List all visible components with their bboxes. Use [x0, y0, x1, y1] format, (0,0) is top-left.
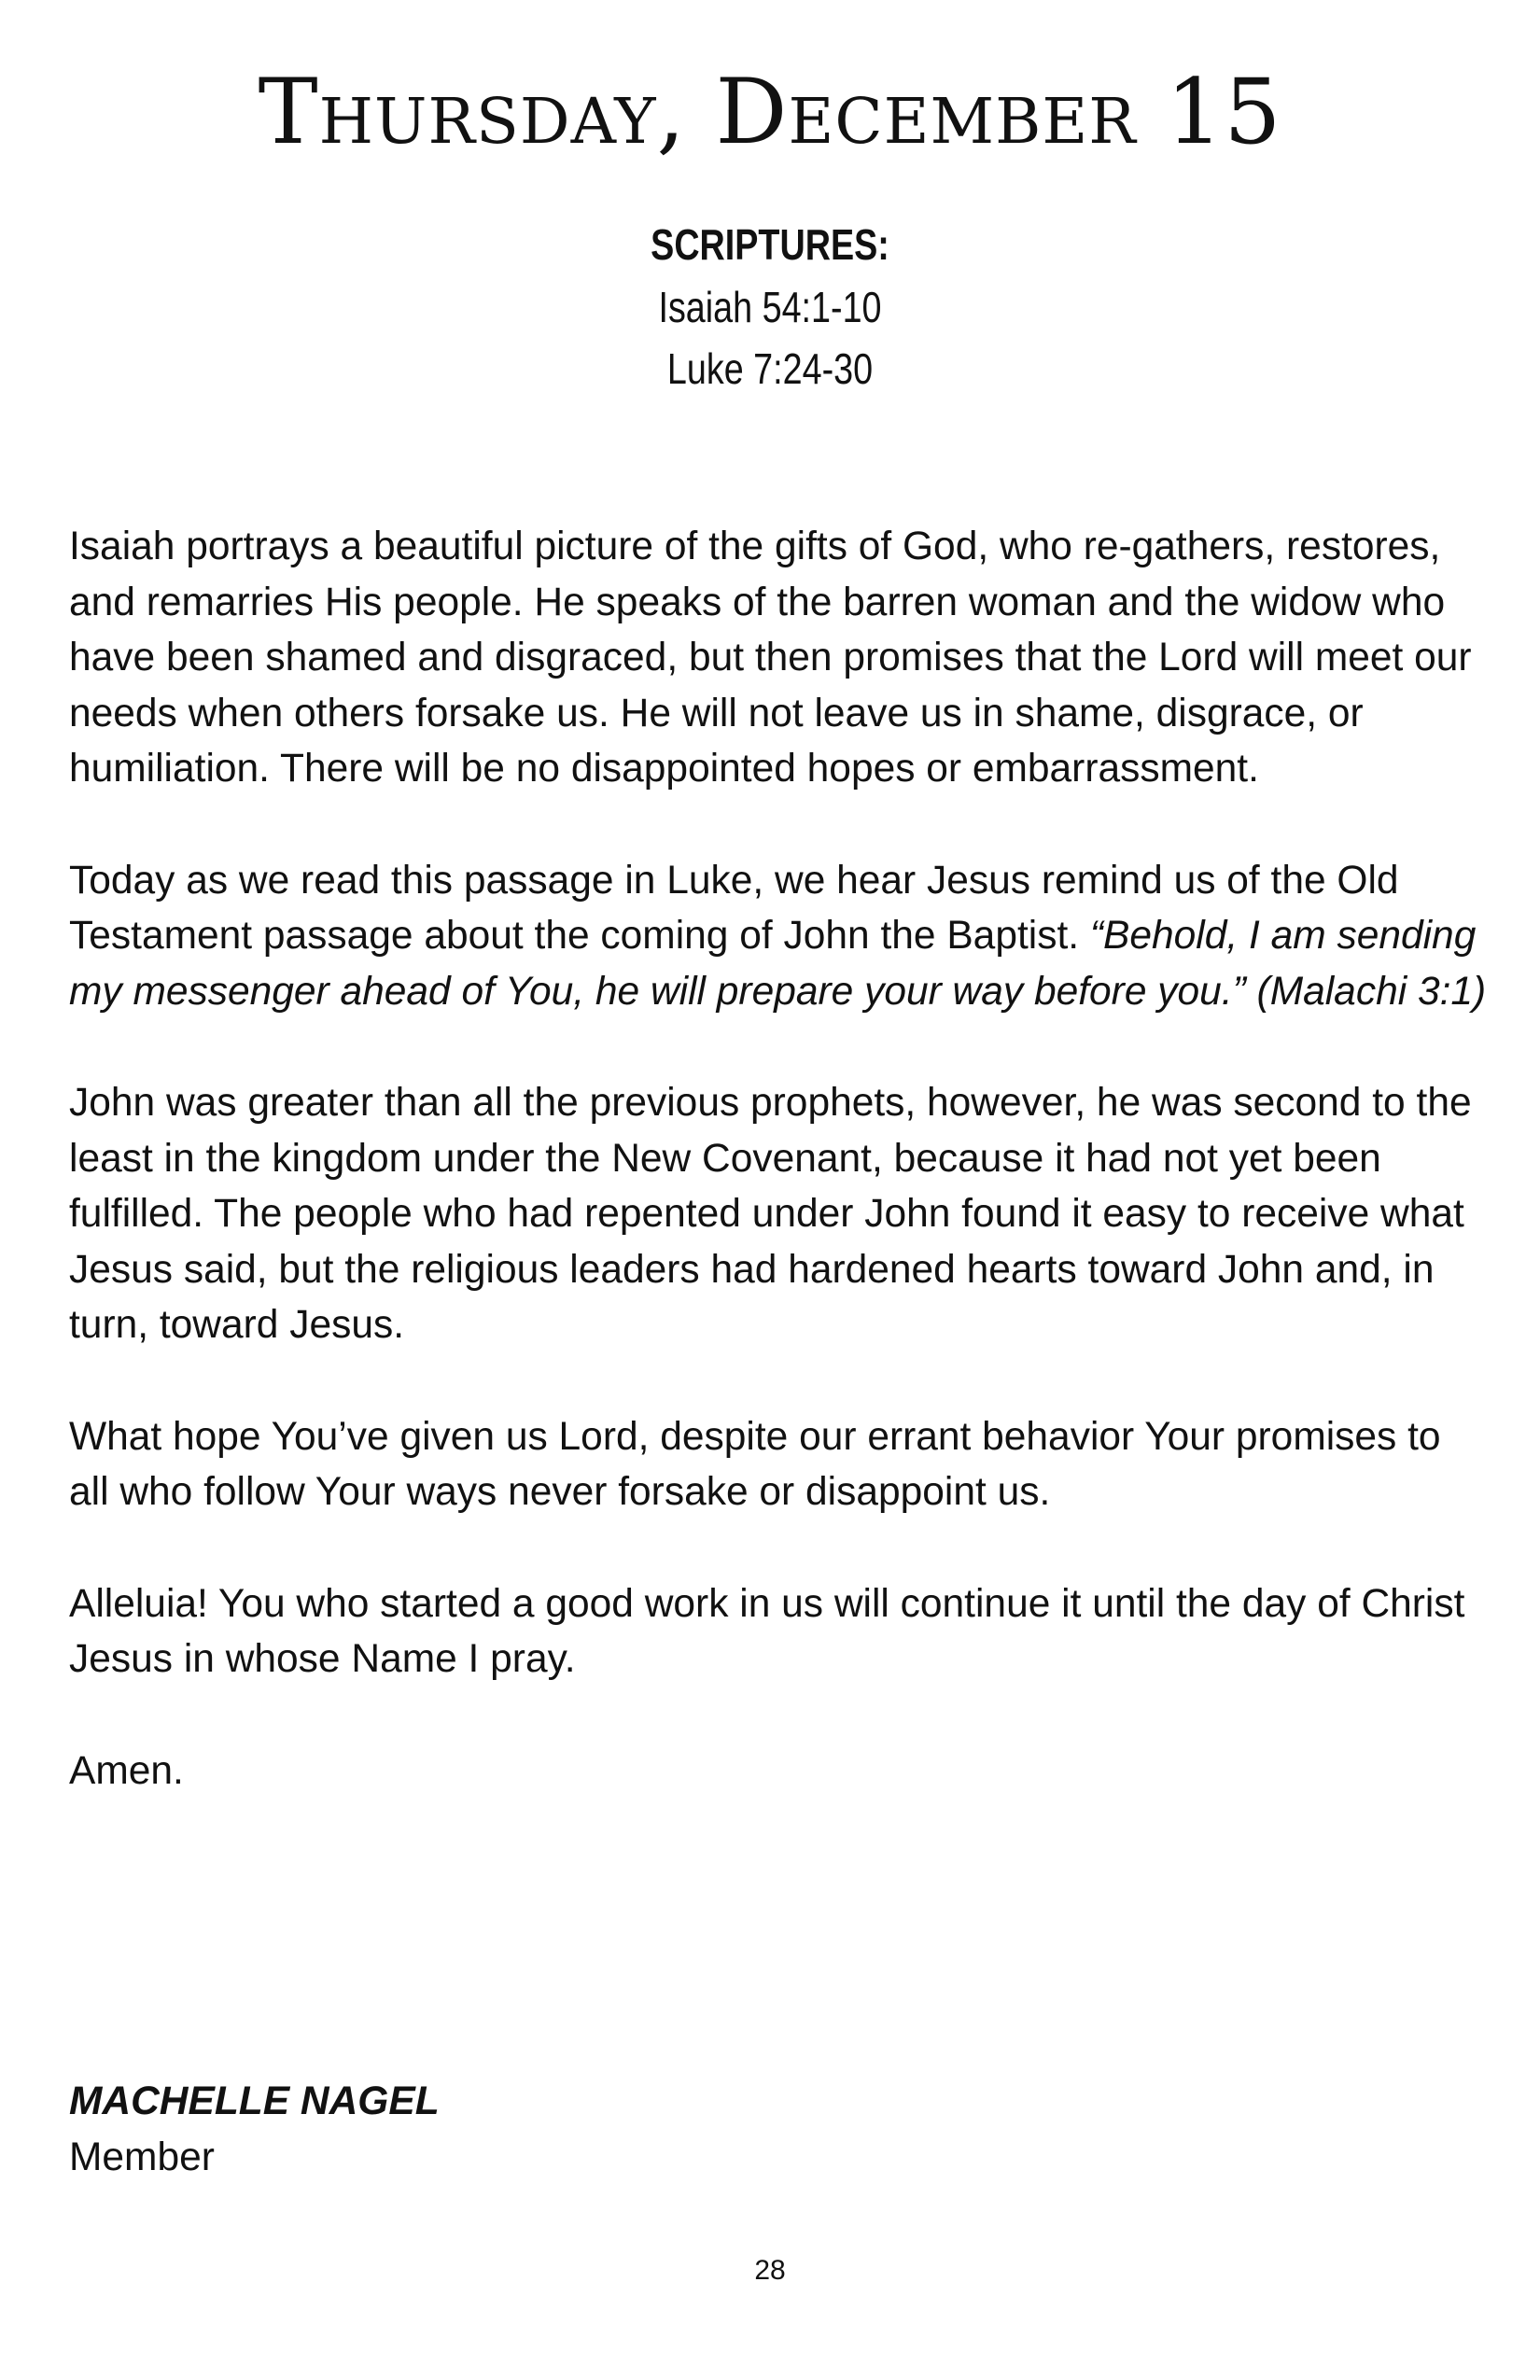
- author-name: MACHELLE NAGEL: [69, 2079, 440, 2123]
- scripture-reference: Isaiah 54:1-10: [658, 283, 882, 331]
- paragraph-text: Today as we read this passage in Luke, we hear Jesus remind us of the Old Testament passage about the coming of John the Baptist.: [69, 858, 1399, 958]
- scripture-reference: Luke 7:24-30: [666, 344, 874, 393]
- scripture-quote: “Behold, I am sending my messenger ahead of You, he will prepare your way before you.” (Malachi 3:1): [69, 914, 1487, 1014]
- paragraph: Isaiah portrays a beautiful picture of the gifts of God, who re-gathers, restores, and remarries His people. He speaks of the barren woman and the widow who have been shamed and disgraced, but then promises that the Lord will meet our needs when others forsake us. He will not leave us in shame, disgrace, or humiliation. There will be no disappointed hopes or embarrassment.: [69, 525, 1472, 791]
- paragraph: Alleluia! You who started a good work in us will continue it until the day of Christ Jesus in whose Name I pray.: [69, 1581, 1465, 1681]
- author-role: Member: [69, 2135, 215, 2179]
- scriptures-heading: SCRIPTURES:: [651, 220, 889, 269]
- paragraph: Amen.: [69, 1748, 184, 1793]
- devotional-body: [69, 519, 1488, 1855]
- author-signature: [69, 2074, 440, 2185]
- paragraph: John was greater than all the previous prophets, however, he was second to the least in the kingdom under the New Covenant, because it had not yet been fulfilled. The people who had repented under John found it easy to receive what Jesus said, but the religious leaders had hardened hearts toward John and, in turn, toward Jesus.: [69, 1081, 1472, 1347]
- page-number: 28: [754, 2255, 786, 2286]
- page-title: Thursday, December 15: [258, 60, 1282, 164]
- paragraph: What hope You’ve given us Lord, despite our errant behavior Your promises to all who follow Your ways never forsake or disappoint us.: [69, 1414, 1441, 1514]
- scriptures-block: [0, 213, 1540, 399]
- paragraph: [69, 853, 1488, 1020]
